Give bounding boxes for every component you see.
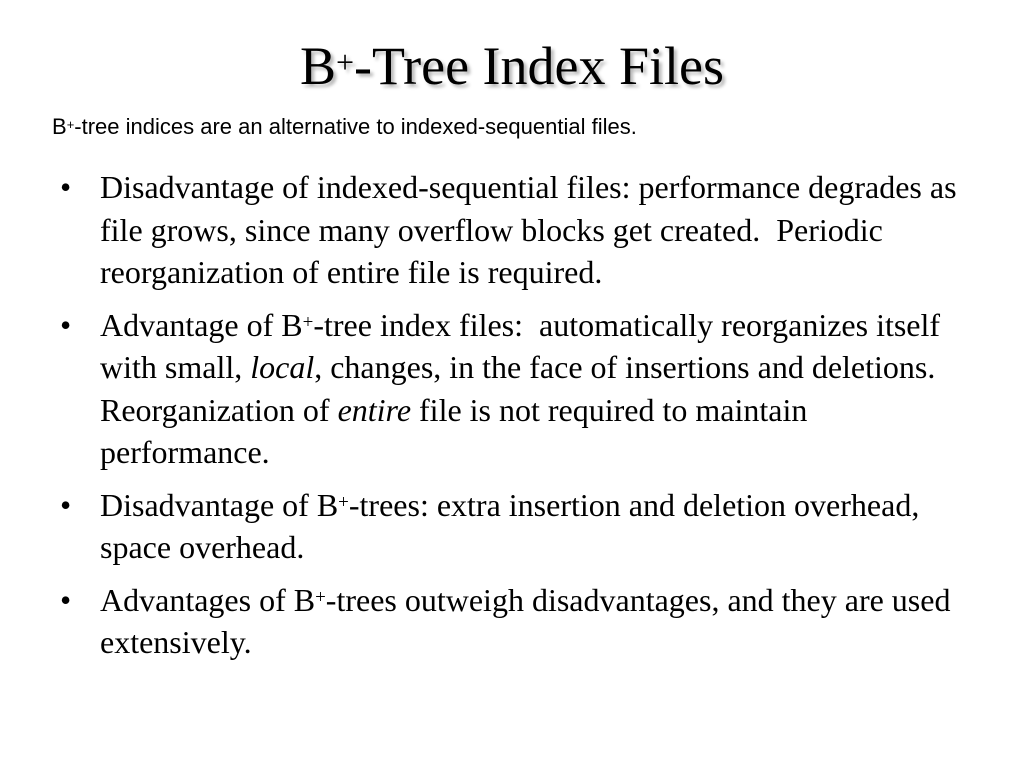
bullet-text-part: Advantage of B xyxy=(100,306,303,343)
subtitle-rest: -tree indices are an alternative to indexed-sequential files. xyxy=(74,114,637,139)
bullet-text-part: Advantages of B xyxy=(100,581,316,618)
bullet-emphasis: local xyxy=(250,349,315,385)
bullet-text-part: , changes, in the face of insertions and deletions. Reorganization of xyxy=(100,349,944,428)
bullet-superscript: + xyxy=(302,311,314,333)
bullet-text: Disadvantage of indexed-sequential files: performance degrades as file grows, since many overflow blocks get created. Periodic reorganization of entire file is required. xyxy=(100,169,957,290)
bullet-text-part: file is not required to maintain performance. xyxy=(100,391,808,470)
subtitle-superscript: + xyxy=(66,117,75,132)
bullet-emphasis: entire xyxy=(337,391,412,428)
bullet-item-2 xyxy=(60,304,960,474)
bullet-icon: • xyxy=(60,169,72,205)
slide-subtitle xyxy=(52,112,637,142)
bullet-list xyxy=(60,166,960,674)
bullet-text-part: -tree index files: automatically reorganizes itself with small, xyxy=(100,306,941,385)
bullet-text-part: Disadvantage of B xyxy=(100,486,339,523)
bullet-icon: • xyxy=(60,581,72,618)
title-superscript: + xyxy=(336,44,355,80)
title-prefix: B xyxy=(299,36,336,96)
bullet-icon: • xyxy=(60,486,72,523)
bullet-item-3 xyxy=(60,484,960,569)
title-rest: -Tree Index Files xyxy=(354,36,725,96)
bullet-superscript: + xyxy=(338,491,349,513)
bullet-text-part: -trees: extra insertion and deletion overhead, space overhead. xyxy=(100,486,920,565)
bullet-icon: • xyxy=(60,306,72,343)
subtitle-prefix: B xyxy=(52,114,67,139)
bullet-superscript: + xyxy=(315,586,326,608)
bullet-item-4 xyxy=(60,579,960,664)
slide-title xyxy=(0,30,1024,102)
bullet-text-part: -trees outweigh disadvantages, and they are used extensively. xyxy=(100,581,951,660)
bullet-item-1 xyxy=(60,166,960,294)
